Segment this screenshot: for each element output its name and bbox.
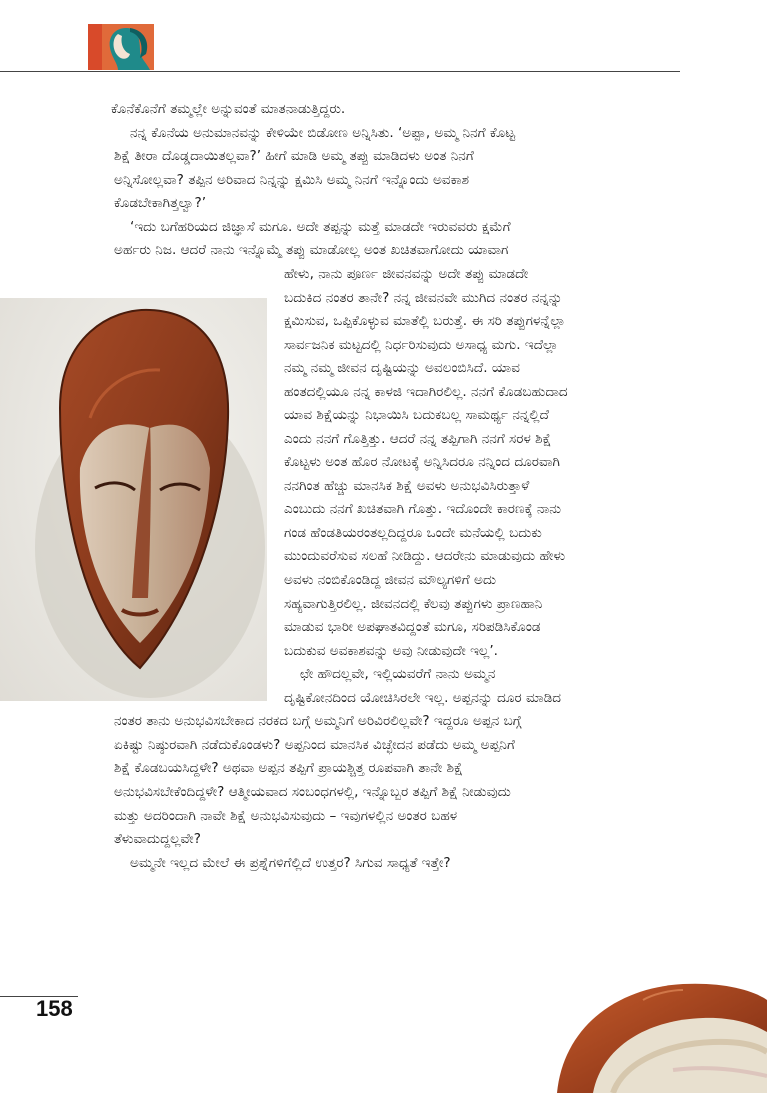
text-line: ದೃಷ್ಟಿಕೋನದಿಂದ ಯೋಚಿಸಿರಲೇ ಇಲ್ಲ. ಅಪ್ಪನನ್ನು ದೂರ ಮಾಡಿದ: [284, 690, 562, 706]
text-line: ಕೊಟ್ಟಳು ಅಂತ ಹೊರ ನೋಟಕ್ಕೆ ಅನ್ನಿಸಿದರೂ ನನ್ನಿಂದ ದೂರವಾಗಿ: [284, 454, 560, 470]
text-line: ನನ್ನ ಕೊನೆಯ ಅನುಮಾನವನ್ನು ಕೇಳಿಯೇ ಬಿಡೋಣ ಅನ್ನಿಸಿತು. ‘ಅಪ್ಪಾ, ಅಮ್ಮ ನಿನಗೆ ಕೊಟ್ಟ: [130, 125, 516, 141]
text-line: ಅನ್ನಿಸೋಲ್ಲವಾ? ತಪ್ಪಿನ ಅರಿವಾದ ನಿನ್ನನ್ನು ಕ್ಷಮಿಸಿ ಅಮ್ಮ ನಿನಗೆ ಇನ್ನೊಂದು ಅವಕಾಶ: [114, 172, 470, 188]
text-line: ಶಿಕ್ಷೆ ತೀರಾ ದೊಡ್ಡದಾಯಿತಲ್ಲವಾ?’ ಹೀಗೆ ಮಾಡಿ ಅಮ್ಮ ತಪ್ಪು ಮಾಡಿದಳು ಅಂತ ನಿನಗೆ: [114, 148, 474, 164]
text-line: ಸಾರ್ವಜನಿಕ ಮಟ್ಟದಲ್ಲಿ ನಿರ್ಧರಿಸುವುದು ಅಸಾಧ್ಯ ಮಗು. ಇದೆಲ್ಲಾ: [284, 337, 559, 353]
text-line: ಏಕಿಷ್ಟು ನಿಷ್ಠುರವಾಗಿ ನಡೆದುಕೊಂಡಳು? ಅಪ್ಪನಿಂದ ಮಾನಸಿಕ ವಿಚ್ಛೇದನ ಪಡೆದು ಅಮ್ಮ ಅಪ್ಪನಿಗೆ: [114, 737, 515, 753]
text-line: ಹೇಳು, ನಾನು ಪೂರ್ಣ ಜೀವನವನ್ನು ಅದೇ ತಪ್ಪು ಮಾಡದೇ: [284, 266, 529, 282]
text-line: ಬದುಕಿದ ನಂತರ ತಾನೇ? ನನ್ನ ಜೀವನವೇ ಮುಗಿದ ನಂತರ ನನ್ನನ್ನು: [284, 290, 563, 306]
text-line: ಗಂಡ ಹೆಂಡತಿಯರಂತಲ್ಲದಿದ್ದರೂ ಒಂದೇ ಮನೆಯಲ್ಲಿ ಬದುಕು: [284, 525, 542, 541]
text-line: ಸಹ್ಯವಾಗುತ್ತಿರಲಿಲ್ಲ. ಜೀವನದಲ್ಲಿ ಕೆಲವು ತಪ್ಪುಗಳು ಪ್ರಾಣಹಾನಿ: [284, 596, 543, 612]
woman-silhouette-icon: [88, 24, 154, 70]
text-line: ಹಂತದಲ್ಲಿಯೂ ನನ್ನ ಕಾಳಜಿ ಇದಾಗಿರಲಿಲ್ಲ. ನನಗೆ ಕೊಡಬಹುದಾದ: [284, 384, 568, 400]
text-line: ‘ಇದು ಬಗೆಹರಿಯದ ಜಿಜ್ಞಾಸೆ ಮಗೂ. ಅದೇ ತಪ್ಪನ್ನು ಮತ್ತೆ ಮಾಡದೇ ಇರುವವರು ಕ್ಷಮೆಗೆ: [130, 219, 511, 235]
text-line: ನಮ್ಮ ನಮ್ಮ ಜೀವನ ದೃಷ್ಟಿಯನ್ನು ಅವಲಂಬಿಸಿದೆ. ಯಾವ: [284, 360, 520, 376]
text-line: ಅನುಭವಿಸಬೇಕೆಂದಿದ್ದಳೇ? ಆತ್ಮೀಯವಾದ ಸಂಬಂಧಗಳಲ್ಲಿ, ಇನ್ನೊಬ್ಬರ ತಪ್ಪಿಗೆ ಶಿಕ್ಷೆ ನೀಡುವುದು: [114, 784, 511, 800]
text-line: ಎಂಬುದು ನನಗೆ ಖಚಿತವಾಗಿ ಗೊತ್ತು. ಇದೊಂದೇ ಕಾರಣಕ್ಕೆ ನಾನು: [284, 501, 562, 517]
text-line: ಕ್ಷಮಿಸುವ, ಒಪ್ಪಿಕೊಳ್ಳುವ ಮಾತೆಲ್ಲಿ ಬರುತ್ತೆ. ಈ ಸರಿ ತಪ್ಪುಗಳನ್ನೆಲ್ಲಾ: [284, 313, 566, 329]
text-line: ಬದುಕುವ ಅವಕಾಶವನ್ನು ಅವು ನೀಡುವುದೇ ಇಲ್ಲ’.: [284, 643, 498, 659]
text-line: ಕೊಡಬೇಕಾಗಿತ್ತಲ್ವಾ?’: [114, 195, 207, 211]
text-line: ಅರ್ಹರು ನಿಜ. ಆದರೆ ನಾನು ಇನ್ನೊಮ್ಮೆ ತಪ್ಪು ಮಾಡೋಲ್ಲ ಅಂತ ಖಚಿತವಾಗೋದು ಯಾವಾಗ: [114, 242, 509, 258]
wooden-mask-photo: [0, 298, 267, 701]
text-line: ನಂತರ ತಾನು ಅನುಭವಿಸಬೇಕಾದ ನರಕದ ಬಗ್ಗೆ ಅಮ್ಮನಿಗೆ ಅರಿವಿರಲಿಲ್ಲವೇ? ಇದ್ದರೂ ಅಪ್ಪನ ಬಗ್ಗೆ: [114, 713, 522, 729]
text-line: ನನಗಿಂತ ಹೆಚ್ಚು ಮಾನಸಿಕ ಶಿಕ್ಷೆ ಅವಳು ಅನುಭವಿಸಿರುತ್ತಾಳೆ: [284, 478, 530, 494]
text-line: ಕೊನೆಕೊನೆಗೆ ತಮ್ಮಲ್ಲೇ ಅನ್ನುವಂತೆ ಮಾತನಾಡುತ್ತಿದ್ದರು.: [111, 101, 346, 117]
text-line: ಮಾಡುವ ಭಾರೀ ಅಪಘಾತವಿದ್ದಂತೆ ಮಗೂ, ಸರಿಪಡಿಸಿಕೊಂಡ: [284, 619, 541, 635]
text-line: ಶಿಕ್ಷೆ ಕೊಡಬಯಸಿದ್ದಳೇ? ಅಥವಾ ಅಪ್ಪನ ತಪ್ಪಿಗೆ ಪ್ರಾಯಶ್ಚಿತ್ತ ರೂಪವಾಗಿ ತಾನೇ ಶಿಕ್ಷೆ: [114, 760, 463, 776]
text-line: ಎಂದು ನನಗೆ ಗೊತ್ತಿತ್ತು. ಆದರೆ ನನ್ನ ತಪ್ಪಿಗಾಗಿ ನನಗೆ ಸರಳ ಶಿಕ್ಷೆ: [284, 431, 552, 447]
text-line: ಛೇ ಹೌದಲ್ಲವೇ, ಇಲ್ಲಿಯವರೆಗೆ ನಾನು ಅಮ್ಮನ: [300, 666, 496, 682]
text-line: ತೆಳುವಾದುದ್ದಲ್ಲವೇ?: [114, 831, 201, 847]
page-number: 158: [36, 996, 73, 1021]
text-line: ಮತ್ತು ಅದರಿಂದಾಗಿ ನಾವೇ ಶಿಕ್ಷೆ ಅನುಭವಿಸುವುದು – ಇವುಗಳಲ್ಲಿನ ಅಂತರ ಬಹಳ: [114, 808, 458, 824]
magazine-logo: [88, 24, 154, 70]
text-line: ಅವಳು ನಂಬಿಕೊಂಡಿದ್ದ ಜೀವನ ಮೌಲ್ಯಗಳಿಗೆ ಅದು: [284, 572, 497, 588]
text-line: ಯಾವ ಶಿಕ್ಷೆಯನ್ನು ನಿಭಾಯಿಸಿ ಬದುಕಬಲ್ಲ ಸಾಮರ್ಥ್ಯ ನನ್ನಲ್ಲಿದೆ: [284, 407, 549, 423]
text-line: ಮುಂದುವರೆಸುವ ಸಲಹೆ ನೀಡಿದ್ದು. ಆದರೇನು ಮಾಡುವುದು ಹೇಳು: [284, 548, 566, 564]
mask-fragment-photo: [553, 980, 767, 1093]
text-line: ಅಮ್ಮನೇ ಇಲ್ಲದ ಮೇಲೆ ಈ ಪ್ರಶ್ನೆಗಳಿಗೆಲ್ಲಿದೆ ಉತ್ತರ? ಸಿಗುವ ಸಾಧ್ಯತೆ ಇತ್ತೇ?: [130, 855, 451, 871]
header-rule: [0, 71, 680, 72]
